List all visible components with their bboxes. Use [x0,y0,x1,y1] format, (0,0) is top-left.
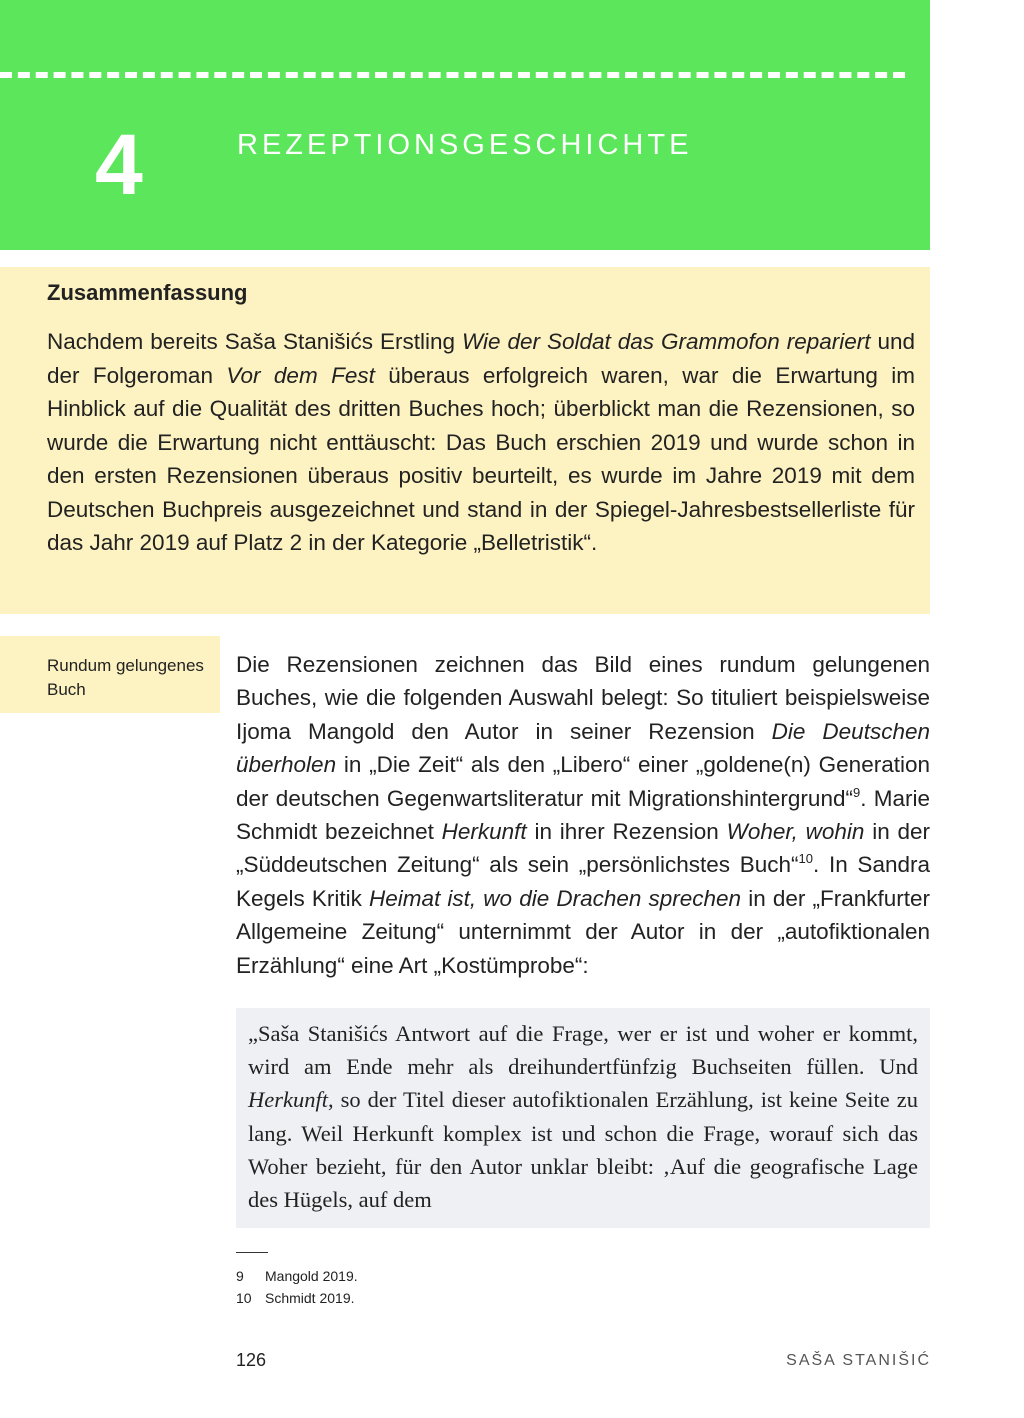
block-quote [236,1008,930,1228]
chapter-number: 4 [95,117,143,213]
body-paragraph: Die Rezensionen zeichnen das Bild eines rundum gelungenen Buches, wie die folgenden Auswahl belegt: So tituliert beispielsweise Ijoma Mangold den Autor in seiner Rezension Die Deutschen überholen in „Die Zeit“ als den „Libero“ einer „goldene(n) Generation der deutschen Gegenwartsliteratur mit Migrationshintergrund“$^9$. Marie Schmidt bezeichnet Herkunft in ihrer Rezension Woher, wohin in der „Süddeutschen Zeitung“ als sein „persönlichstes Buch“$^{10}$. In Sandra Kegels Kritik Heimat ist, wo die Drachen sprechen in der „Frankfurter Allgemeine Zeitung“ unternimmt der Autor in der „autofiktionalen Erzählung“ eine Art „Kostümprobe“: [236,652,931,978]
margin-note-text: Rundum gelungenes Buch [47,656,204,699]
page-number: 126 [236,1350,267,1370]
chapter-header [0,0,930,250]
quote-text: „Saša Stanišićs Antwort auf die Frage, wer er ist und woher er kommt, wird am Ende mehr als dreihundertfünfzig Buchseiten füllen. Und Herkunft, so der Titel dieser autofiktionalen Erzählung, ist keine Seite zu lang. Weil Herkunft komplex ist und schon die Frage, worauf sich das Woher bezieht, für den Autor unklar bleibt: ‚Auf die geografische Lage des Hügels, auf dem [248,1021,918,1213]
margin-note [0,636,220,713]
footnote: 9 Mangold 2019. [236,1268,358,1284]
dashed-divider [0,72,905,78]
footnote-ref-9: 9 [852,784,861,800]
running-head: SAŠA STANIŠIĆ [786,1352,931,1369]
summary-text: Nachdem bereits Saša Stanišićs Erstling Wie der Soldat das Grammofon repariert und der Folgeroman Vor dem Fest überaus erfolgreich waren, war die Erwartung im Hinblick auf die Qualität des dritten Buches hoch; überblickt man die Rezensionen, so wurde die Erwartung nicht enttäuscht: Das Buch erschien 2019 und wurde schon in den ersten Rezensionen überaus positiv beurteilt, es wurde im Jahre 2019 mit dem Deutschen Buchpreis ausgezeichnet und stand in der Spiegel-Jahresbestsellerliste für das Jahr 2019 auf Platz 2 in der Kategorie „Belletristik“. [47,329,916,555]
footnote-rule [236,1252,268,1253]
footnote: 10 Schmidt 2019. [236,1290,355,1306]
summary-title: Zusammenfassung [47,280,248,305]
footnote-ref-10: 10 [798,851,814,867]
chapter-title: REZEPTIONSGESCHICHTE [237,129,693,161]
